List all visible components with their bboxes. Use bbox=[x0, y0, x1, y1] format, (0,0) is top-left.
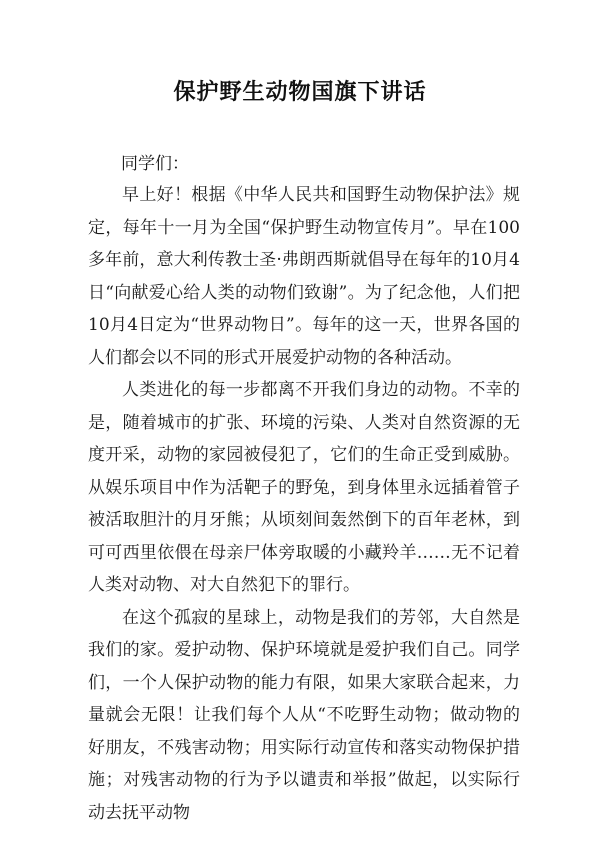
paragraph-1: 早上好！根据《中华人民共和国野生动物保护法》规定，每年十一月为全国“保护野生动物宣传月”。早在100多年前，意大利传教士圣·弗朗西斯就倡导在每年的10月4日“向献爱心给人类的动物们致谢”。为了纪念他，人们把10月4日定为“世界动物日”。每年的这一天，世界各国的人们都会以不同的形式开展爱护动物的各种活动。 bbox=[88, 185, 520, 368]
document-body bbox=[88, 179, 520, 829]
paragraph-3: 在这个孤寂的星球上，动物是我们的芳邻，大自然是我们的家。爱护动物、保护环境就是爱护我们自己。同学们，一个人保护动物的能力有限，如果大家联合起来，力量就会无限！让我们每个人从“不吃野生动物；做动物的好朋友，不残害动物；用实际行动宣传和落实动物保护措施；对残害动物的行为予以谴责和举报”做起，以实际行动去抚平动物 bbox=[88, 607, 520, 823]
document-title: 保护野生动物国旗下讲话 bbox=[173, 80, 427, 105]
salutation: 同学们： bbox=[121, 154, 189, 174]
paragraph-2: 人类进化的每一步都离不开我们身边的动物。不幸的是，随着城市的扩张、环境的污染、人类对自然资源的无度开采，动物的家园被侵犯了，它们的生命正受到威胁。从娱乐项目中作为活靶子的野兔，到身体里永远插着管子被活取胆汁的月牙熊；从顷刻间轰然倒下的百年老林，到可可西里依偎在母亲尸体旁取暖的小藏羚羊……无不记着人类对动物、对大自然犯下的罪行。 bbox=[88, 380, 520, 595]
